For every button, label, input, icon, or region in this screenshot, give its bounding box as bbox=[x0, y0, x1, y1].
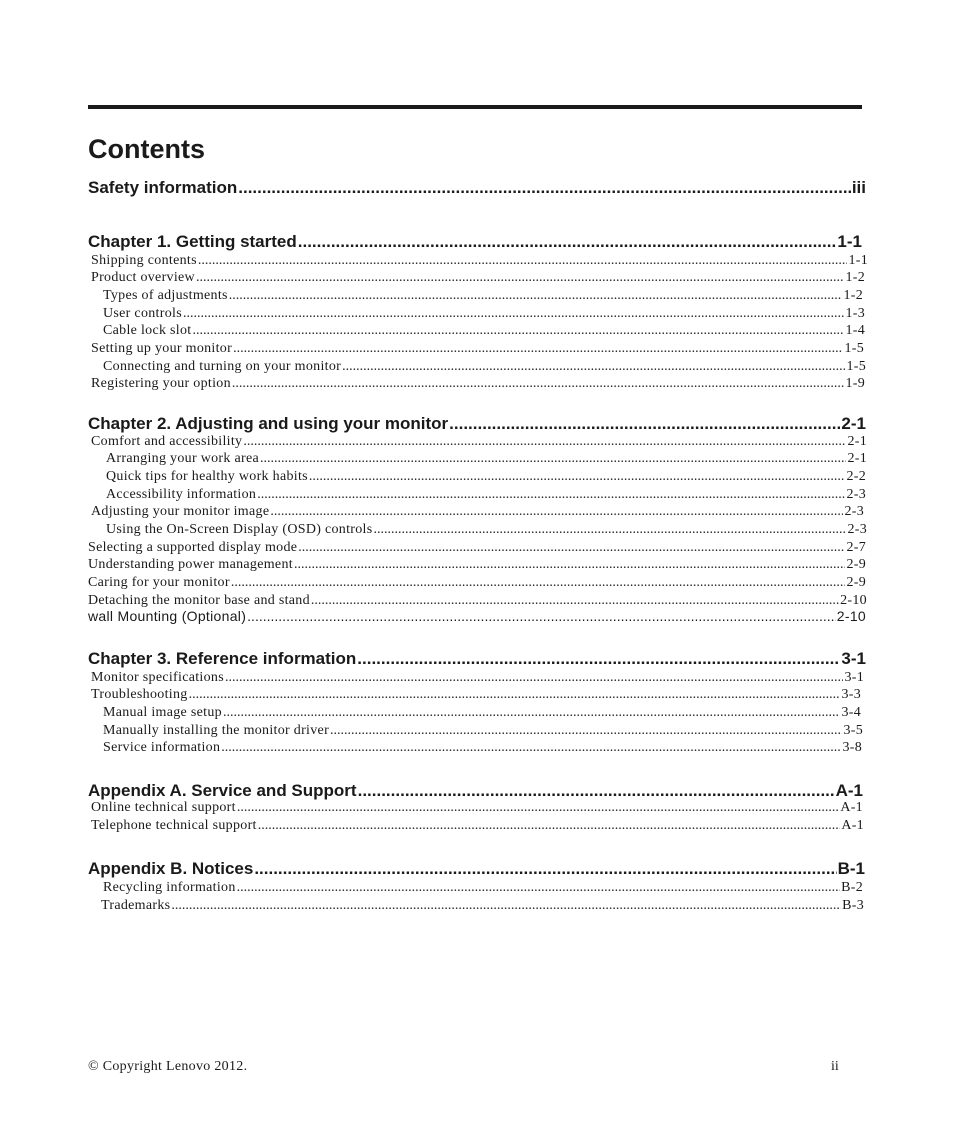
toc-entry-page: A-1 bbox=[835, 781, 863, 800]
toc-entry-label: Detaching the monitor base and stand bbox=[88, 593, 310, 608]
toc-entry-label: Troubleshooting bbox=[91, 687, 188, 702]
toc-entry-page: 2-3 bbox=[844, 504, 864, 519]
toc-entry-label: Trademarks bbox=[101, 898, 171, 913]
toc-entry[interactable] bbox=[91, 375, 865, 392]
toc-section-entry[interactable] bbox=[88, 232, 862, 252]
toc-dot-leader bbox=[229, 287, 843, 304]
toc-dot-leader bbox=[233, 340, 843, 357]
toc-entry-page: 3-5 bbox=[843, 723, 863, 738]
toc-entry[interactable] bbox=[91, 503, 864, 520]
toc-entry[interactable] bbox=[103, 879, 863, 896]
toc-entry-label: Comfort and accessibility bbox=[91, 434, 243, 449]
toc-entry[interactable] bbox=[106, 450, 867, 467]
toc-entry-label: Selecting a supported display mode bbox=[88, 540, 298, 555]
toc-entry-label: Registering your option bbox=[91, 376, 231, 391]
toc-entry-page: 2-3 bbox=[847, 522, 867, 537]
toc-entry[interactable] bbox=[103, 305, 865, 322]
toc-dot-leader bbox=[374, 521, 847, 538]
toc-entry-label: Online technical support bbox=[91, 800, 236, 815]
toc-entry-page: 2-9 bbox=[846, 557, 866, 572]
page-title: Contents bbox=[88, 134, 205, 164]
toc-dot-leader bbox=[243, 433, 846, 450]
toc-dot-leader bbox=[223, 704, 841, 721]
toc-entry[interactable] bbox=[103, 739, 862, 756]
toc-entry-label: Shipping contents bbox=[91, 253, 197, 268]
toc-entry[interactable] bbox=[88, 592, 867, 609]
toc-entry-page: 1-5 bbox=[844, 341, 864, 356]
toc-entry-label: Chapter 2. Adjusting and using your monitor bbox=[88, 414, 449, 433]
toc-entry-label: Appendix B. Notices bbox=[88, 859, 254, 878]
toc-dot-leader bbox=[232, 375, 845, 392]
toc-entry[interactable] bbox=[91, 252, 868, 269]
toc-entry[interactable] bbox=[91, 799, 863, 816]
toc-entry-label: Manual image setup bbox=[103, 705, 222, 720]
toc-entry[interactable] bbox=[88, 556, 866, 573]
toc-entry-page: 1-1 bbox=[837, 232, 862, 251]
toc-entry-page: A-1 bbox=[840, 800, 863, 815]
toc-entry-label: wall Mounting (Optional) bbox=[88, 608, 247, 624]
copyright-notice: © Copyright Lenovo 2012. bbox=[88, 1059, 248, 1074]
toc-dot-leader bbox=[258, 817, 841, 834]
toc-entry-label: Product overview bbox=[91, 270, 195, 285]
toc-dot-leader bbox=[198, 252, 848, 269]
toc-dot-leader bbox=[342, 358, 845, 375]
toc-dot-leader bbox=[247, 608, 836, 625]
toc-entry-page: 2-9 bbox=[846, 575, 866, 590]
toc-entry[interactable] bbox=[103, 358, 866, 375]
toc-entry-label: Cable lock slot bbox=[103, 323, 192, 338]
toc-entry-page: 2-1 bbox=[847, 434, 867, 449]
toc-dot-leader bbox=[193, 322, 845, 339]
toc-dot-leader bbox=[449, 414, 840, 434]
toc-dot-leader bbox=[358, 781, 835, 801]
toc-entry-page: 3-8 bbox=[842, 740, 862, 755]
toc-dot-leader bbox=[189, 686, 841, 703]
toc-entry-page: 2-10 bbox=[836, 608, 866, 624]
toc-entry[interactable] bbox=[106, 486, 866, 503]
toc-entry[interactable] bbox=[91, 686, 861, 703]
toc-entry-label: Understanding power management bbox=[88, 557, 293, 572]
toc-entry[interactable] bbox=[103, 322, 865, 339]
toc-entry[interactable] bbox=[91, 340, 864, 357]
toc-entry-page: 2-1 bbox=[841, 414, 866, 433]
toc-entry-page: 2-3 bbox=[846, 487, 866, 502]
toc-entry-page: 3-1 bbox=[841, 649, 866, 668]
toc-entry[interactable] bbox=[91, 433, 867, 450]
toc-section-entry[interactable] bbox=[88, 859, 865, 879]
toc-entry-label: Setting up your monitor bbox=[91, 341, 233, 356]
toc-entry-page: 3-3 bbox=[841, 687, 861, 702]
toc-entry-label: Service information bbox=[103, 740, 221, 755]
toc-entry[interactable] bbox=[106, 521, 867, 538]
toc-entry-page: 2-1 bbox=[847, 451, 867, 466]
toc-entry[interactable] bbox=[103, 704, 861, 721]
toc-entry-label: Manually installing the monitor driver bbox=[103, 723, 330, 738]
toc-entry[interactable] bbox=[103, 287, 863, 304]
toc-entry-page: B-1 bbox=[837, 859, 865, 878]
toc-entry-page: 1-2 bbox=[845, 270, 865, 285]
toc-entry-label: Appendix A. Service and Support bbox=[88, 781, 357, 800]
toc-entry-label: Types of adjustments bbox=[103, 288, 228, 303]
toc-entry-page: 1-9 bbox=[845, 376, 865, 391]
toc-entry[interactable] bbox=[101, 897, 864, 914]
toc-entry-page: B-2 bbox=[841, 880, 863, 895]
toc-section-entry[interactable] bbox=[88, 178, 866, 198]
toc-entry-label: Quick tips for healthy work habits bbox=[106, 469, 308, 484]
toc-entry-label: Monitor specifications bbox=[91, 670, 224, 685]
toc-entry[interactable] bbox=[91, 817, 864, 834]
toc-entry-label: Telephone technical support bbox=[91, 818, 257, 833]
toc-dot-leader bbox=[330, 722, 842, 739]
toc-section-entry[interactable] bbox=[88, 414, 866, 434]
page-number: ii bbox=[831, 1059, 839, 1074]
toc-entry-page: 3-4 bbox=[841, 705, 861, 720]
toc-entry-label: Safety information bbox=[88, 178, 238, 197]
toc-entry[interactable] bbox=[88, 574, 866, 591]
toc-entry-label: Chapter 3. Reference information bbox=[88, 649, 357, 668]
toc-entry[interactable] bbox=[103, 722, 863, 739]
toc-entry[interactable] bbox=[88, 608, 866, 625]
toc-entry-page: 2-7 bbox=[846, 540, 866, 555]
toc-entry-label: Using the On-Screen Display (OSD) controls bbox=[106, 522, 373, 537]
toc-entry-page: 3-1 bbox=[844, 670, 864, 685]
toc-dot-leader bbox=[231, 574, 846, 591]
toc-entry-page: 1-5 bbox=[846, 359, 866, 374]
toc-entry[interactable] bbox=[91, 669, 864, 686]
toc-dot-leader bbox=[238, 178, 851, 198]
toc-section-entry[interactable] bbox=[88, 649, 866, 669]
toc-entry-page: 1-4 bbox=[845, 323, 865, 338]
toc-dot-leader bbox=[309, 468, 846, 485]
toc-entry-page: 1-1 bbox=[848, 253, 868, 268]
toc-dot-leader bbox=[171, 897, 841, 914]
toc-dot-leader bbox=[221, 739, 841, 756]
toc-entry-label: Chapter 1. Getting started bbox=[88, 232, 297, 251]
toc-entry-label: Adjusting your monitor image bbox=[91, 504, 270, 519]
toc-dot-leader bbox=[183, 305, 844, 322]
toc-section-entry[interactable] bbox=[88, 781, 863, 801]
toc-dot-leader bbox=[257, 486, 845, 503]
toc-entry-label: Accessibility information bbox=[106, 487, 257, 502]
toc-entry-page: 1-2 bbox=[843, 288, 863, 303]
toc-entry-label: Arranging your work area bbox=[106, 451, 259, 466]
toc-dot-leader bbox=[298, 232, 837, 252]
toc-entry[interactable] bbox=[91, 269, 865, 286]
toc-entry-page: B-3 bbox=[842, 898, 864, 913]
toc-dot-leader bbox=[270, 503, 843, 520]
toc-entry-label: Caring for your monitor bbox=[88, 575, 230, 590]
toc-entry-label: Recycling information bbox=[103, 880, 236, 895]
toc-dot-leader bbox=[357, 649, 840, 669]
toc-entry-label: User controls bbox=[103, 306, 182, 321]
toc-dot-leader bbox=[237, 799, 839, 816]
toc-entry-page: 1-3 bbox=[845, 306, 865, 321]
toc-dot-leader bbox=[260, 450, 846, 467]
toc-dot-leader bbox=[298, 539, 845, 556]
toc-entry-page: 2-10 bbox=[840, 593, 867, 608]
toc-dot-leader bbox=[311, 592, 839, 609]
toc-entry-label: Connecting and turning on your monitor bbox=[103, 359, 342, 374]
toc-dot-leader bbox=[294, 556, 845, 573]
toc-dot-leader bbox=[225, 669, 843, 686]
toc-dot-leader bbox=[237, 879, 840, 896]
toc-entry-page: iii bbox=[851, 178, 866, 197]
toc-dot-leader bbox=[254, 859, 836, 879]
toc-entry[interactable] bbox=[88, 539, 866, 556]
toc-entry-page: 2-2 bbox=[846, 469, 866, 484]
toc-dot-leader bbox=[196, 269, 844, 286]
toc-entry[interactable] bbox=[106, 468, 866, 485]
toc-entry-page: A-1 bbox=[841, 818, 864, 833]
